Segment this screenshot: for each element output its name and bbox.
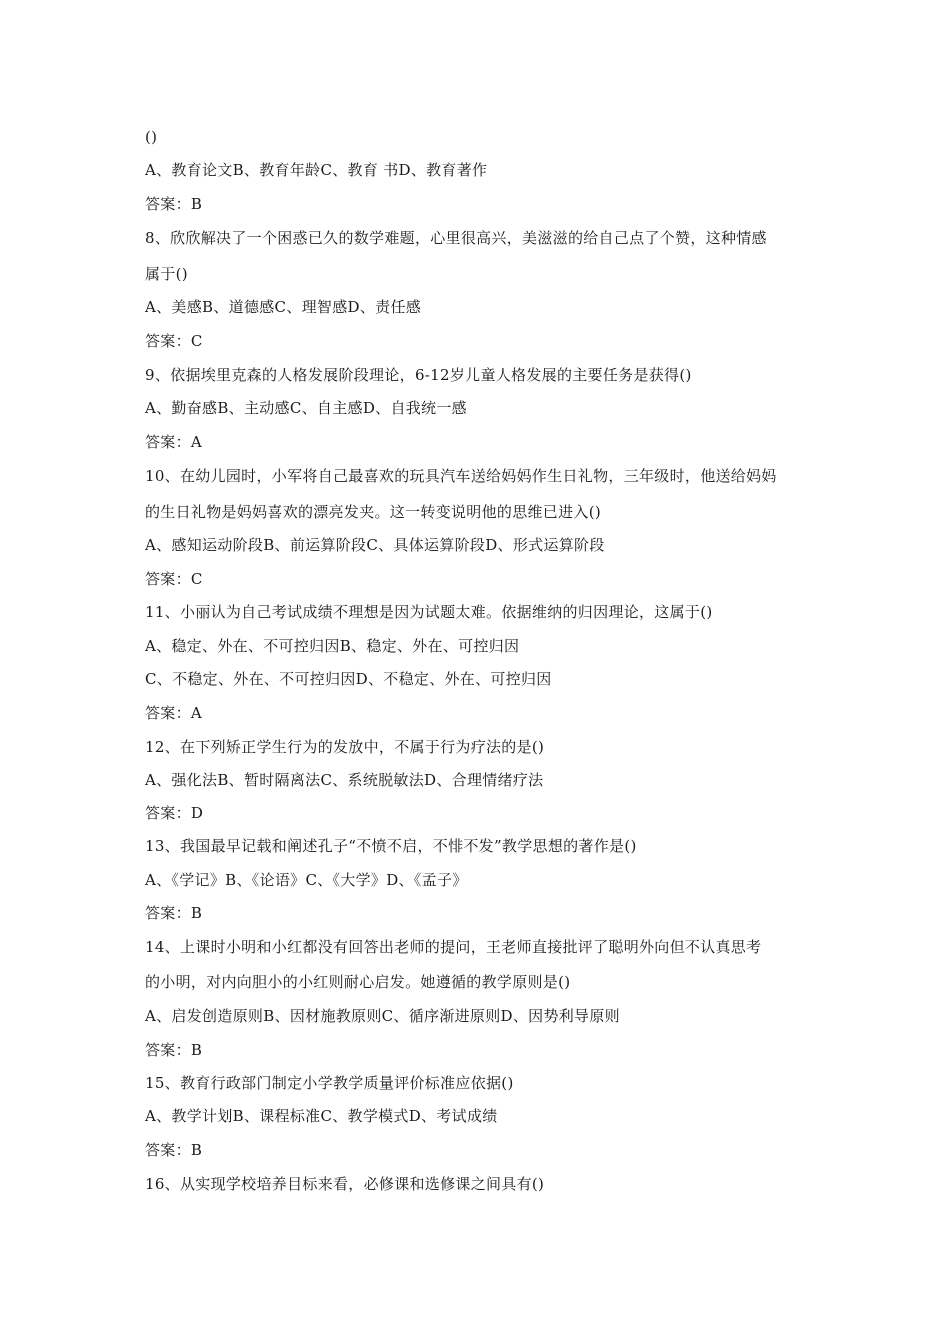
text-line: 9、依据埃里克森的人格发展阶段理论，6-12岁儿童人格发展的主要任务是获得() bbox=[145, 366, 692, 384]
text-line: A、《学记》B、《论语》C、《大学》D、《孟子》 bbox=[145, 871, 468, 889]
text-line: 答案：D bbox=[145, 804, 204, 822]
text-line: 13、我国最早记载和阐述孔子“不愤不启，不悱不发”教学思想的著作是() bbox=[145, 837, 637, 855]
text-line: 14、上课时小明和小红都没有回答出老师的提问，王老师直接批评了聪明外向但不认真思考 bbox=[145, 938, 762, 956]
text-line: 答案：B bbox=[145, 1041, 203, 1059]
text-line: 8、欣欣解决了一个困惑已久的数学难题，心里很高兴，美滋滋的给自己点了个赞，这种情感 bbox=[145, 229, 767, 247]
text-line: 16、从实现学校培养目标来看，必修课和选修课之间具有() bbox=[145, 1175, 545, 1193]
text-line: A、感知运动阶段B、前运算阶段C、具体运算阶段D、形式运算阶段 bbox=[145, 536, 605, 554]
text-line: 的生日礼物是妈妈喜欢的漂亮发夹。这一转变说明他的思维已进入() bbox=[145, 503, 602, 521]
text-line: 答案：A bbox=[145, 433, 203, 451]
text-line: 10、在幼儿园时，小军将自己最喜欢的玩具汽车送给妈妈作生日礼物，三年级时，他送给妈妈 bbox=[145, 467, 777, 485]
text-line: () bbox=[145, 128, 158, 146]
text-line: 答案：B bbox=[145, 1141, 203, 1159]
text-line: 属于() bbox=[145, 265, 188, 283]
text-line: A、教学计划B、课程标准C、教学模式D、考试成绩 bbox=[145, 1107, 498, 1125]
text-line: 答案：C bbox=[145, 570, 203, 588]
text-line: A、美感B、道德感C、理智感D、责任感 bbox=[145, 298, 422, 316]
text-line: A、启发创造原则B、因材施教原则C、循序渐进原则D、因势利导原则 bbox=[145, 1007, 620, 1025]
text-line: C、不稳定、外在、不可控归因D、不稳定、外在、可控归因 bbox=[145, 670, 552, 688]
text-line: 11、小丽认为自己考试成绩不理想是因为试题太难。依据维纳的归因理论，这属于() bbox=[145, 603, 713, 621]
text-line: A、强化法B、暂时隔离法C、系统脱敏法D、合理情绪疗法 bbox=[145, 771, 544, 789]
text-line: 答案：B bbox=[145, 904, 203, 922]
text-line: 15、教育行政部门制定小学教学质量评价标准应依据() bbox=[145, 1074, 514, 1092]
text-line: 答案：B bbox=[145, 195, 203, 213]
text-line: A、教育论文B、教育年龄C、教育 书D、教育著作 bbox=[145, 161, 488, 179]
text-line: 答案：C bbox=[145, 332, 203, 350]
text-line: 12、在下列矫正学生行为的发放中，不属于行为疗法的是() bbox=[145, 738, 545, 756]
text-line: A、勤奋感B、主动感C、自主感D、自我统一感 bbox=[145, 399, 467, 417]
text-line: 答案：A bbox=[145, 704, 203, 722]
text-line: 的小明，对内向胆小的小红则耐心启发。她遵循的教学原则是() bbox=[145, 973, 571, 991]
text-line: A、稳定、外在、不可控归因B、稳定、外在、可控归因 bbox=[145, 637, 520, 655]
